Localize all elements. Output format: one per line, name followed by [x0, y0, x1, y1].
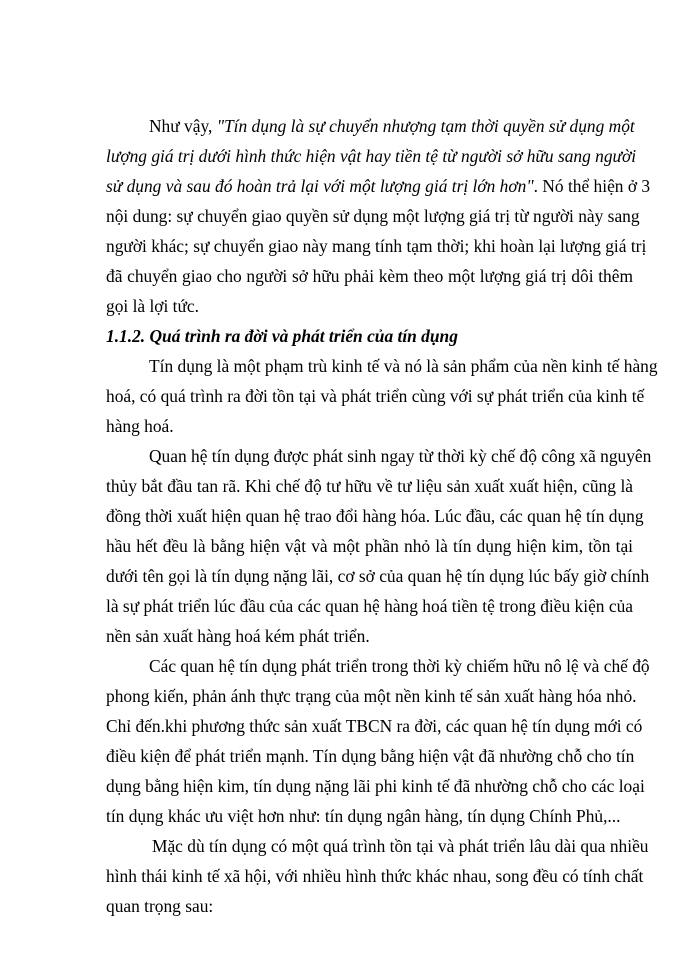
- paragraph-2-line-3: hàng hoá.: [106, 416, 174, 436]
- paragraph-4-line-4: điều kiện để phát triển mạnh. Tín dụng bằng hiện vật đã nhường chỗ cho tín: [106, 746, 635, 766]
- paragraph-4-line-5: dụng bằng hiện kim, tín dụng nặng lãi phi kinh tế đã nhường chỗ cho các loại: [106, 776, 645, 796]
- paragraph-1-line-4: nội dung: sự chuyển giao quyền sử dụng một lượng giá trị từ người này sang: [106, 206, 640, 226]
- section-heading: 1.1.2. Quá trình ra đời và phát triển của tín dụng: [106, 326, 458, 346]
- paragraph-3-line-5: dưới tên gọi là tín dụng nặng lãi, cơ sở của quan hệ tín dụng lúc bấy giờ chính: [106, 566, 650, 586]
- paragraph-4-line-2: phong kiến, phản ánh thực trạng của một nền kinh tế sản xuất hàng hóa nhỏ.: [106, 686, 637, 706]
- paragraph-4-line-1: Các quan hệ tín dụng phát triển trong thời kỳ chiếm hữu nô lệ và chế độ: [149, 656, 650, 676]
- paragraph-5-line-3: quan trọng sau:: [106, 896, 214, 916]
- paragraph-1-line-2: lượng giá trị dưới hình thức hiện vật hay tiền tệ từ người sở hữu sang người: [106, 146, 637, 166]
- paragraph-5-line-1: Mặc dù tín dụng có một quá trình tồn tại và phát triển lâu dài qua nhiều: [152, 836, 649, 856]
- paragraph-3-line-6: là sự phát triển lúc đầu của các quan hệ hàng hoá tiền tệ trong điều kiện của: [106, 596, 633, 616]
- paragraph-3-line-7: nền sản xuất hàng hoá kém phát triển.: [106, 626, 370, 646]
- paragraph-2-line-1: Tín dụng là một phạm trù kinh tế và nó là sản phẩm của nền kinh tế hàng: [149, 356, 658, 376]
- paragraph-4-line-6: tín dụng khác ưu việt hơn như: tín dụng ngân hàng, tín dụng Chính Phủ,...: [106, 806, 621, 826]
- paragraph-2-line-2: hoá, có quá trình ra đời tồn tại và phát triển cùng với sự phát triển của kinh tế: [106, 386, 645, 406]
- paragraph-3-line-4: hầu hết đều là bằng hiện vật và một phần nhỏ là tín dụng hiện kim, tồn tại: [106, 536, 633, 556]
- paragraph-1-line-5: người khác; sự chuyển giao này mang tính tạm thời; khi hoàn lại lượng giá trị: [106, 236, 647, 256]
- paragraph-3-line-3: đồng thời xuất hiện quan hệ trao đổi hàng hóa. Lúc đầu, các quan hệ tín dụng: [106, 506, 644, 526]
- paragraph-3-line-1: Quan hệ tín dụng được phát sinh ngay từ thời kỳ chế độ công xã nguyên: [149, 446, 652, 466]
- credit-definition-quote-end: sử dụng và sau đó hoàn trả lại với một lượng giá trị lớn hơn": [106, 176, 534, 196]
- paragraph-1-line-6: đã chuyển giao cho người sở hữu phải kèm theo một lượng giá trị dôi thêm: [106, 266, 633, 286]
- credit-definition-quote: "Tín dụng là sự chuyển nhượng tạm thời quyền sử dụng một: [216, 116, 635, 136]
- paragraph-1-line-7: gọi là lợi tức.: [106, 296, 199, 316]
- paragraph-1-line-3: [106, 175, 651, 197]
- paragraph-5-line-2: hình thái kinh tế xã hội, với nhiều hình thức khác nhau, song đều có tính chất: [106, 866, 644, 886]
- paragraph-3-line-2: thủy bắt đầu tan rã. Khi chế độ tư hữu về tư liệu sản xuất xuất hiện, cũng là: [106, 476, 633, 496]
- paragraph-1-lead: Như vậy,: [149, 116, 217, 136]
- paragraph-1-line-3-tail: . Nó thể hiện ở 3: [533, 176, 651, 196]
- paragraph-1-line-1: [149, 115, 633, 137]
- paragraph-4-line-3: Chỉ đến.khi phương thức sản xuất TBCN ra đời, các quan hệ tín dụng mới có: [106, 716, 643, 736]
